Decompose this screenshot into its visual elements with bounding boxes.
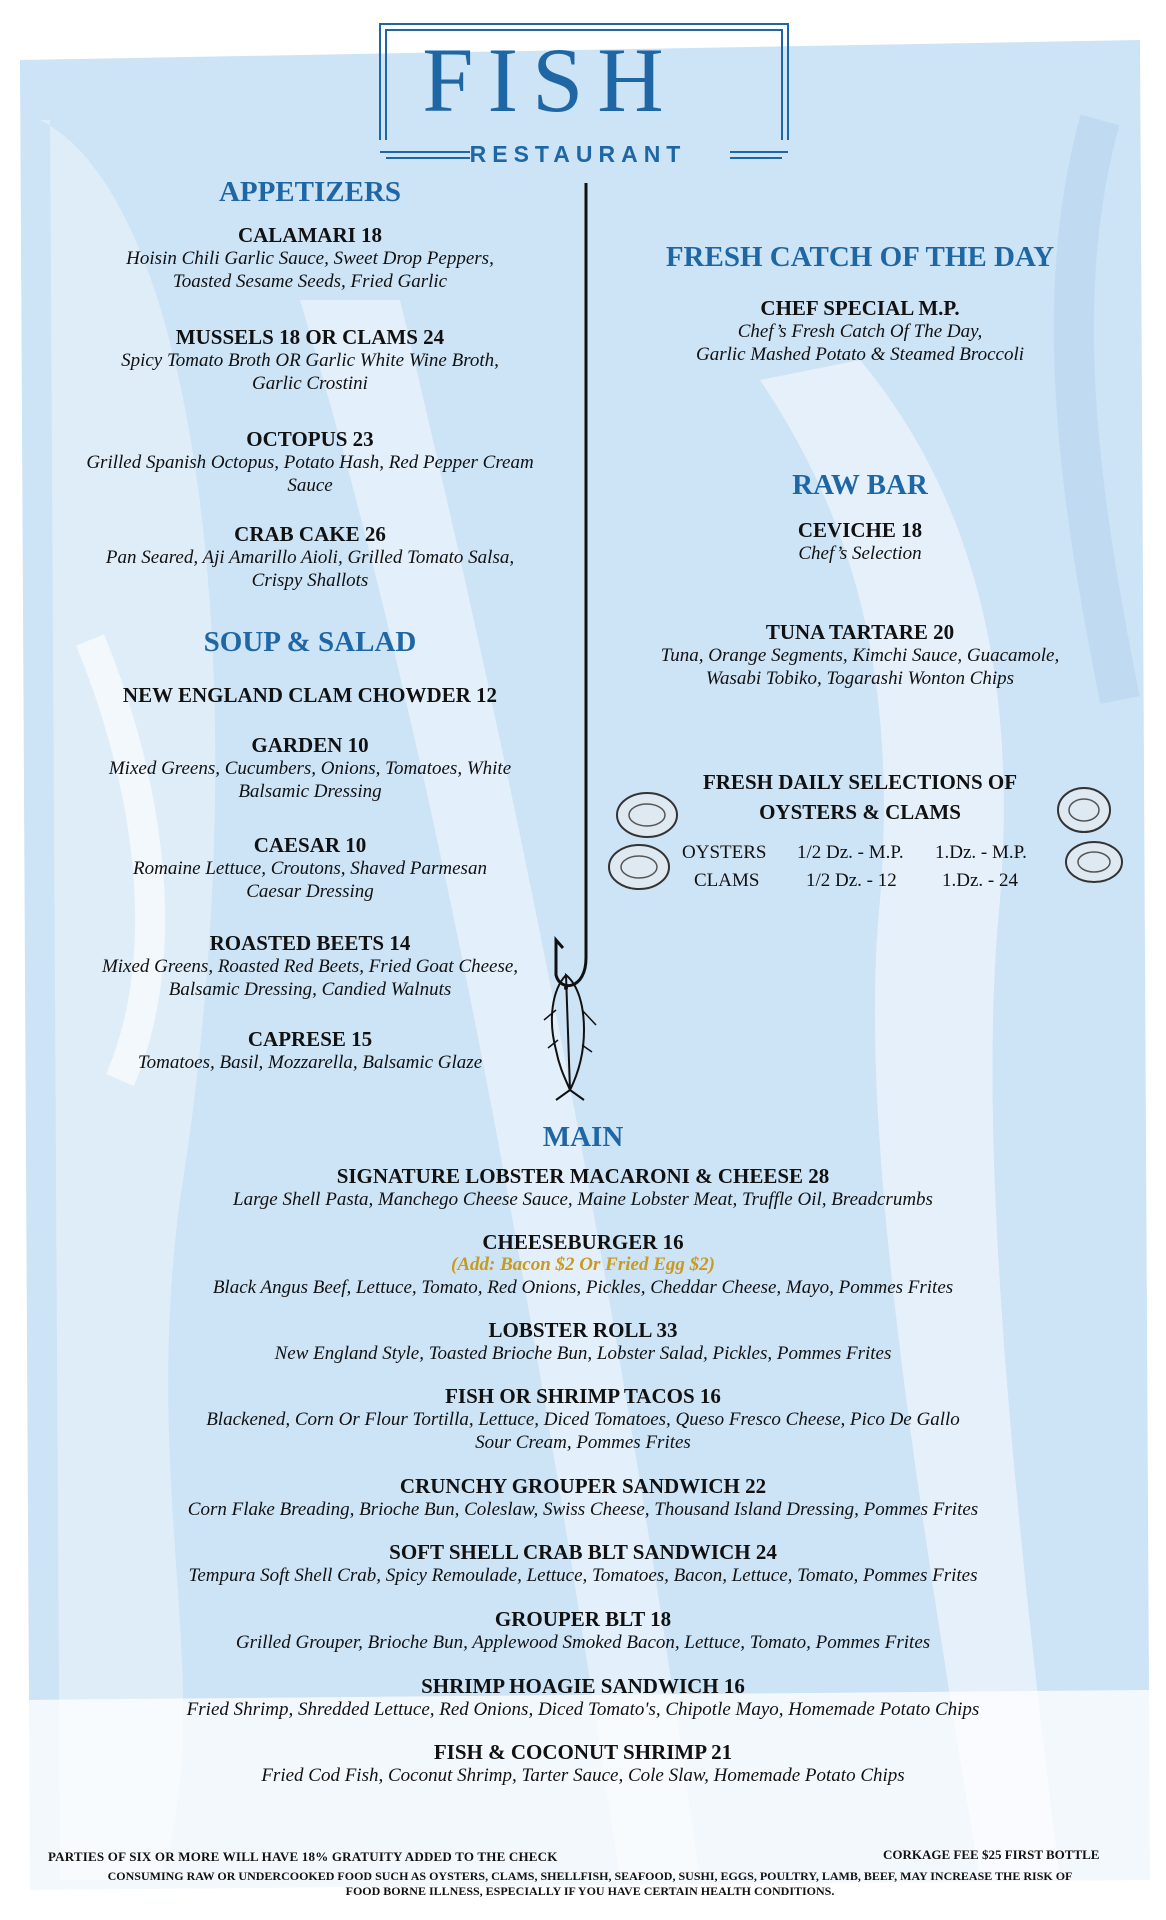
menu-item <box>610 518 1110 565</box>
menu-item <box>610 620 1110 690</box>
item-name: CAESAR 10 <box>253 833 367 857</box>
item-name: GARDEN 10 <box>251 733 369 757</box>
menu-item <box>610 296 1110 366</box>
item-desc: Chef’s Fresh Catch Of The Day, <box>737 321 983 342</box>
item-desc: Tempura Soft Shell Crab, Spicy Remoulade, Lettuce, Tomatoes, Bacon, Lettuce, Tomato, Pommes Frites <box>188 1565 978 1586</box>
row-half: 1/2 Dz. - 12 <box>806 870 897 891</box>
item-desc: Mixed Greens, Cucumbers, Onions, Tomatoes, White <box>108 758 512 779</box>
oyster-row <box>682 842 1027 864</box>
oysters-heading <box>610 770 1110 824</box>
item-desc: Garlic Crostini <box>252 373 368 394</box>
appetizers-title: APPETIZERS <box>218 176 402 208</box>
menu-item <box>60 1164 1106 1211</box>
health-warning <box>40 1869 1140 1899</box>
row-label: OYSTERS <box>682 842 767 863</box>
item-desc: Toasted Sesame Seeds, Fried Garlic <box>172 271 448 292</box>
menu-item <box>60 1540 1106 1587</box>
menu-item <box>60 1318 1106 1365</box>
item-name: LOBSTER ROLL 33 <box>488 1318 678 1342</box>
menu-item <box>40 522 580 592</box>
row-dozen: 1.Dz. - 24 <box>942 870 1018 891</box>
item-desc: Large Shell Pasta, Manchego Cheese Sauce, Maine Lobster Meat, Truffle Oil, Breadcrumbs <box>233 1189 933 1210</box>
item-desc: Sauce <box>287 475 333 496</box>
item-name: MUSSELS 18 OR CLAMS 24 <box>175 325 445 349</box>
item-desc: Corn Flake Breading, Brioche Bun, Coleslaw, Swiss Cheese, Thousand Island Dressing, Pommes Frites <box>187 1499 979 1520</box>
logo-subtitle: RESTAURANT <box>469 141 687 167</box>
oyster-icon <box>605 785 685 905</box>
menu-item <box>40 931 580 1001</box>
menu-item <box>60 1384 1106 1454</box>
menu-item <box>60 1674 1106 1721</box>
item-name: TUNA TARTARE 20 <box>765 620 955 644</box>
item-desc: Wasabi Tobiko, Togarashi Wonton Chips <box>705 668 1015 689</box>
item-desc: Romaine Lettuce, Croutons, Shaved Parmesan <box>133 858 487 879</box>
row-dozen: 1.Dz. - M.P. <box>935 842 1027 863</box>
item-desc: Balsamic Dressing <box>238 781 382 802</box>
item-name: SIGNATURE LOBSTER MACARONI & CHEESE 28 <box>336 1164 830 1188</box>
item-name: CHEESEBURGER 16 <box>482 1230 684 1254</box>
item-desc: Crispy Shallots <box>251 570 369 591</box>
item-name: CRAB CAKE 26 <box>234 522 386 546</box>
item-desc: Grilled Spanish Octopus, Potato Hash, Red Pepper Cream <box>86 452 534 473</box>
item-desc: Black Angus Beef, Lettuce, Tomato, Red Onions, Pickles, Cheddar Cheese, Mayo, Pommes Frites <box>212 1277 954 1298</box>
logo-title: FISH <box>422 29 678 131</box>
oyster-icon <box>1050 780 1130 900</box>
clam-row <box>694 870 1018 892</box>
health-warning-line2: FOOD BORNE ILLNESS, ESPECIALLY IF YOU HAVE CERTAIN HEALTH CONDITIONS. <box>345 1884 835 1898</box>
item-desc: Mixed Greens, Roasted Red Beets, Fried Goat Cheese, <box>101 956 519 977</box>
item-name: CEVICHE 18 <box>797 518 923 542</box>
menu-item <box>40 325 580 395</box>
item-desc: Garlic Mashed Potato & Steamed Broccoli <box>695 344 1025 365</box>
menu-item <box>40 223 580 293</box>
item-desc: Fried Shrimp, Shredded Lettuce, Red Onions, Diced Tomato's, Chipotle Mayo, Homemade Potato Chips <box>186 1699 980 1720</box>
item-desc: Tomatoes, Basil, Mozzarella, Balsamic Glaze <box>137 1052 483 1073</box>
oysters-heading-line1: FRESH DAILY SELECTIONS OF <box>702 770 1018 794</box>
item-desc: Balsamic Dressing, Candied Walnuts <box>168 979 452 1000</box>
item-name: ROASTED BEETS 14 <box>209 931 411 955</box>
item-desc: Caesar Dressing <box>246 881 374 902</box>
item-name: NEW ENGLAND CLAM CHOWDER 12 <box>122 683 498 707</box>
oysters-heading-line2: OYSTERS & CLAMS <box>759 800 961 824</box>
item-name: SHRIMP HOAGIE SANDWICH 16 <box>421 1674 745 1698</box>
raw-bar-title: RAW BAR <box>792 469 928 501</box>
menu-item <box>60 1474 1106 1521</box>
item-name: SOFT SHELL CRAB BLT SANDWICH 24 <box>389 1540 777 1564</box>
item-name: FISH OR SHRIMP TACOS 16 <box>445 1384 721 1408</box>
menu-item <box>60 1607 1106 1654</box>
menu-item <box>60 1740 1106 1787</box>
main-title: MAIN <box>542 1121 624 1153</box>
item-desc: Tuna, Orange Segments, Kimchi Sauce, Guacamole, <box>660 645 1060 666</box>
item-name: GROUPER BLT 18 <box>494 1607 672 1631</box>
row-label: CLAMS <box>694 870 760 891</box>
row-half: 1/2 Dz. - M.P. <box>797 842 904 863</box>
item-desc: Spicy Tomato Broth OR Garlic White Wine Broth, <box>121 350 499 371</box>
menu-item <box>60 1230 1106 1299</box>
item-desc: Sour Cream, Pommes Frites <box>475 1432 691 1453</box>
item-name: CALAMARI 18 <box>237 223 383 247</box>
item-name: CRUNCHY GROUPER SANDWICH 22 <box>399 1474 767 1498</box>
health-warning-line1: CONSUMING RAW OR UNDERCOOKED FOOD SUCH AS OYSTERS, CLAMS, SHELLFISH, SEAFOOD, SUSHI, EGGS, POULTRY, LAMB, BEEF, MAY INCREASE THE RISK OF <box>107 1869 1073 1883</box>
item-name: CAPRESE 15 <box>247 1027 373 1051</box>
menu-item <box>40 833 580 903</box>
item-desc: Chef’s Selection <box>798 543 922 564</box>
item-name: OCTOPUS 23 <box>246 427 374 451</box>
item-desc: New England Style, Toasted Brioche Bun, Lobster Salad, Pickles, Pommes Frites <box>274 1343 892 1364</box>
menu-item <box>40 1027 580 1074</box>
corkage-note: CORKAGE FEE $25 FIRST BOTTLE <box>883 1847 1100 1862</box>
item-desc: Hoisin Chili Garlic Sauce, Sweet Drop Peppers, <box>126 248 494 269</box>
menu-item <box>40 683 580 707</box>
gratuity-note: PARTIES OF SIX OR MORE WILL HAVE 18% GRATUITY ADDED TO THE CHECK <box>48 1849 558 1864</box>
soup-salad-title: SOUP & SALAD <box>203 626 417 658</box>
item-addon: (Add: Bacon $2 Or Fried Egg $2) <box>451 1254 715 1275</box>
item-desc: Grilled Grouper, Brioche Bun, Applewood Smoked Bacon, Lettuce, Tomato, Pommes Frites <box>235 1632 931 1653</box>
item-desc: Blackened, Corn Or Flour Tortilla, Lettuce, Diced Tomatoes, Queso Fresco Cheese, Pico De Gallo <box>206 1409 960 1430</box>
item-desc: Fried Cod Fish, Coconut Shrimp, Tarter Sauce, Cole Slaw, Homemade Potato Chips <box>261 1765 905 1786</box>
item-desc: Pan Seared, Aji Amarillo Aioli, Grilled Tomato Salsa, <box>105 547 515 568</box>
fresh-catch-title: FRESH CATCH OF THE DAY <box>665 241 1055 273</box>
menu-item <box>40 427 580 497</box>
item-name: FISH & COCONUT SHRIMP 21 <box>433 1740 733 1764</box>
item-name: CHEF SPECIAL M.P. <box>760 296 960 320</box>
menu-item <box>40 733 580 803</box>
